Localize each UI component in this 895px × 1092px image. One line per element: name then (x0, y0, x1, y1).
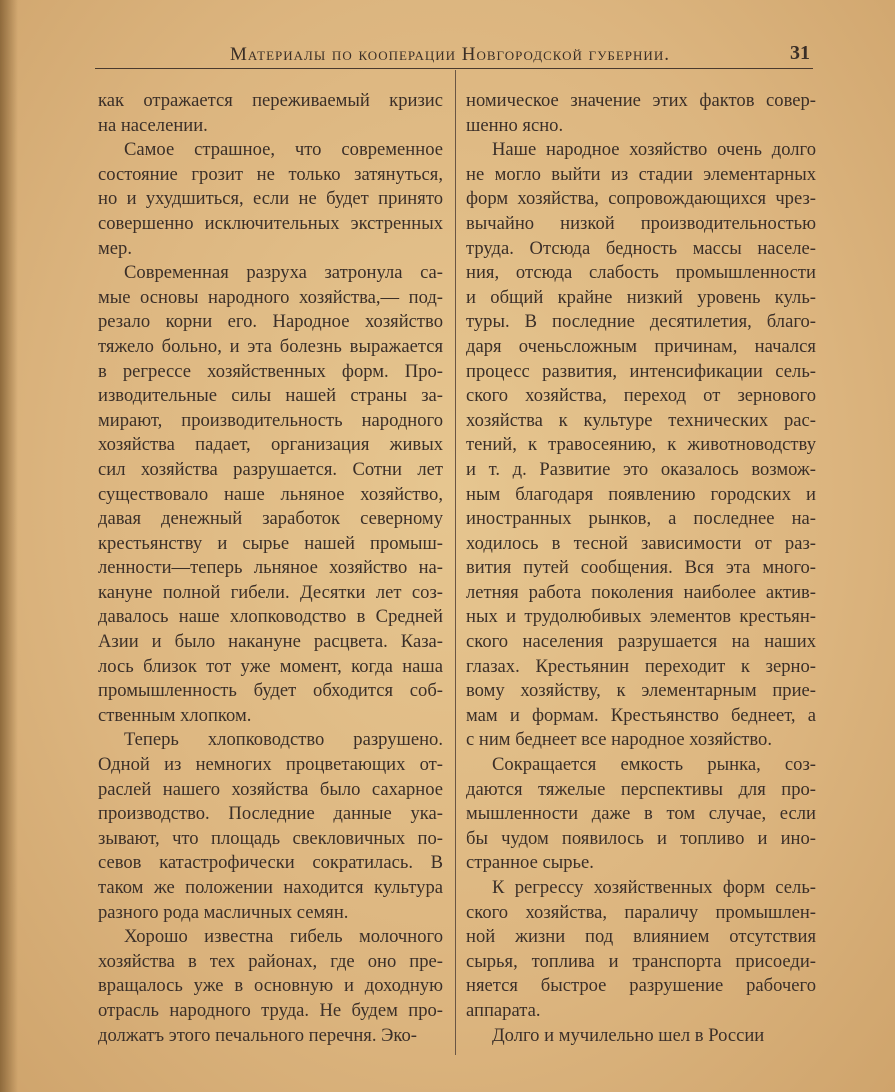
text-line: летняя работа поколения наиболее актив- (466, 581, 816, 603)
page-edge-shadow (0, 0, 18, 1092)
text-line: резало корни его. Народное хозяйство (98, 311, 443, 333)
text-line: мам и формам. Крестьянство беднеет, а (466, 704, 816, 726)
text-line: кануне полной гибели. Десятки лет соз- (98, 581, 443, 603)
paragraph (98, 925, 443, 1048)
text-line: производство. Последние данные ука- (98, 803, 443, 825)
text-line: ходилось в тесной зависимости от раз- (466, 532, 816, 554)
text-line: разного рода масличных семян. (98, 901, 349, 923)
text-line: давая денежный заработок северному (98, 508, 443, 530)
paragraph (466, 753, 816, 876)
text-line: сил хозяйства разрушается. Сотни лет (98, 458, 443, 480)
text-line: шенно ясно. (466, 114, 564, 136)
text-line: иностранных рынков, а последнее на- (466, 508, 816, 530)
running-title: Материалы по кооперации Новгородской губернии. (230, 44, 670, 65)
text-line: Сокращается емкость рынка, соз- (492, 754, 816, 776)
text-line: Одной из немногих процветающих от- (98, 754, 443, 776)
text-line: ского населения разрушается на наших (466, 631, 816, 653)
text-line: бы чудом появилось и топливо и ино- (466, 827, 816, 849)
text-line: хозяйства в тех районах, где оно пре- (98, 950, 443, 972)
running-header (95, 40, 810, 70)
text-line: аппарата. (466, 999, 541, 1021)
page-number: 31 (790, 42, 810, 64)
text-line: и т. д. Развитие это оказалось возмож- (466, 458, 816, 480)
text-line: ния, отсюда слабость промышленности (466, 262, 816, 284)
text-line: состояние грозит не только затянуться, (98, 163, 443, 185)
paragraph (466, 876, 816, 1024)
text-line: К регрессу хозяйственных форм сель- (492, 877, 816, 898)
text-line: Теперь хлопководство разрушено. (124, 729, 443, 751)
text-line: ленности—теперь льняное хозяйство на- (98, 557, 443, 579)
paragraph (98, 261, 443, 728)
text-line: няется быстрое разрушение рабочего (466, 975, 816, 997)
text-line: труда. Отсюда бедность массы населе- (466, 237, 816, 259)
text-line: сырья, топлива и транспорта присоеди- (466, 950, 816, 972)
right-column (466, 89, 816, 1048)
text-line: мые основы народного хозяйства,— под- (98, 286, 443, 308)
text-line: как отражается переживаемый кризис (98, 90, 443, 111)
text-line: отрасль народного труда. Не будем про- (98, 999, 443, 1021)
text-line: ных и трудолюбивых элементов крестьян- (466, 606, 816, 628)
text-line: глазах. Крестьянин переходит к зерно- (466, 655, 816, 677)
text-line: вому хозяйству, к элементарным прие- (466, 680, 816, 702)
text-line: тяжело больно, и эта болезнь выражается (98, 335, 443, 357)
text-line: совершенно исключительных экстренных (98, 212, 443, 234)
text-line: Современная разруха затронула са- (124, 262, 443, 284)
text-line: Самое страшное, что современное (124, 139, 443, 161)
text-line: даются тяжелые перспективы для про- (466, 778, 816, 800)
paragraph (466, 89, 816, 138)
paragraph (466, 1024, 816, 1049)
text-line: туры. В последние десятилетия, благо- (466, 311, 816, 333)
text-line: крестьянству и сырье нашей промыш- (98, 532, 443, 554)
text-line: странное сырье. (466, 852, 594, 874)
column-divider (455, 70, 456, 1055)
text-line: на населении. (98, 114, 208, 136)
text-line: ным благодаря появлению городских и (466, 483, 816, 505)
text-line: мер. (98, 237, 132, 259)
text-line: Хорошо известна гибель молочного (124, 926, 443, 948)
text-line: не могло выйти из стадии элементарных (466, 163, 816, 185)
text-line: ной жизни под влиянием отсутствия (466, 926, 816, 948)
text-line: ского хозяйства, переход от зернового (466, 385, 816, 407)
paragraph (98, 138, 443, 261)
text-line: в регрессе хозяйственных форм. Про- (98, 360, 443, 382)
text-line: ского хозяйства, параличу промышлен- (466, 901, 816, 923)
paragraph (98, 728, 443, 925)
text-line: номическое значение этих фактов совер- (466, 90, 816, 111)
text-line: изводительные силы нашей страны за- (98, 385, 443, 407)
header-rule (95, 68, 813, 69)
left-column (98, 89, 443, 1048)
text-line: севов катастрофически сократилась. В (98, 852, 443, 874)
text-line: таком же положении находится культура (98, 877, 443, 898)
text-line: мирают, производительность народного (98, 409, 443, 431)
text-line: зывают, что площадь свекловичных по- (98, 827, 443, 849)
text-line: ственным хлопком. (98, 704, 252, 726)
paragraph (98, 89, 443, 138)
text-line: Наше народное хозяйство очень долго (492, 139, 816, 161)
text-line: Долго и мучилельно шел в России (492, 1024, 765, 1046)
text-line: должатъ этого печального перечня. Эко- (98, 1024, 417, 1046)
text-line: вычайно низкой производительностью (466, 212, 816, 234)
text-line: раслей нашего хозяйства было сахарное (98, 778, 443, 800)
text-line: но и ухудшиться, если не будет принято (98, 188, 443, 210)
text-line: даря оченьсложным причинам, начался (466, 335, 816, 357)
text-line: лось близок тот уже момент, когда наша (98, 655, 443, 677)
text-line: мышленности даже в том случае, если (466, 803, 816, 825)
text-line: вития путей сообщения. Вся эта много- (466, 557, 816, 579)
text-line: и общий крайне низкий уровень куль- (466, 286, 816, 308)
text-line: вращалось уже в основную и доходную (98, 975, 443, 997)
text-line: существовало наше льняное хозяйство, (98, 483, 443, 505)
text-line: тений, к травосеянию, к животноводству (466, 434, 816, 456)
paragraph (466, 138, 816, 753)
text-line: хозяйства падает, организация живых (98, 434, 443, 456)
text-line: давалось наше хлопководство в Средней (98, 606, 443, 628)
text-line: форм хозяйства, сопровождающихся чрез- (466, 188, 816, 210)
text-line: процесс развития, интенсификации сель- (466, 360, 816, 382)
text-line: хозяйства к культуре технических рас- (466, 409, 816, 431)
text-line: с ним беднеет все народное хозяйство. (466, 729, 772, 751)
text-line: Азии и было накануне расцвета. Каза- (98, 631, 443, 653)
text-line: промышленность будет обходится соб- (98, 680, 443, 702)
